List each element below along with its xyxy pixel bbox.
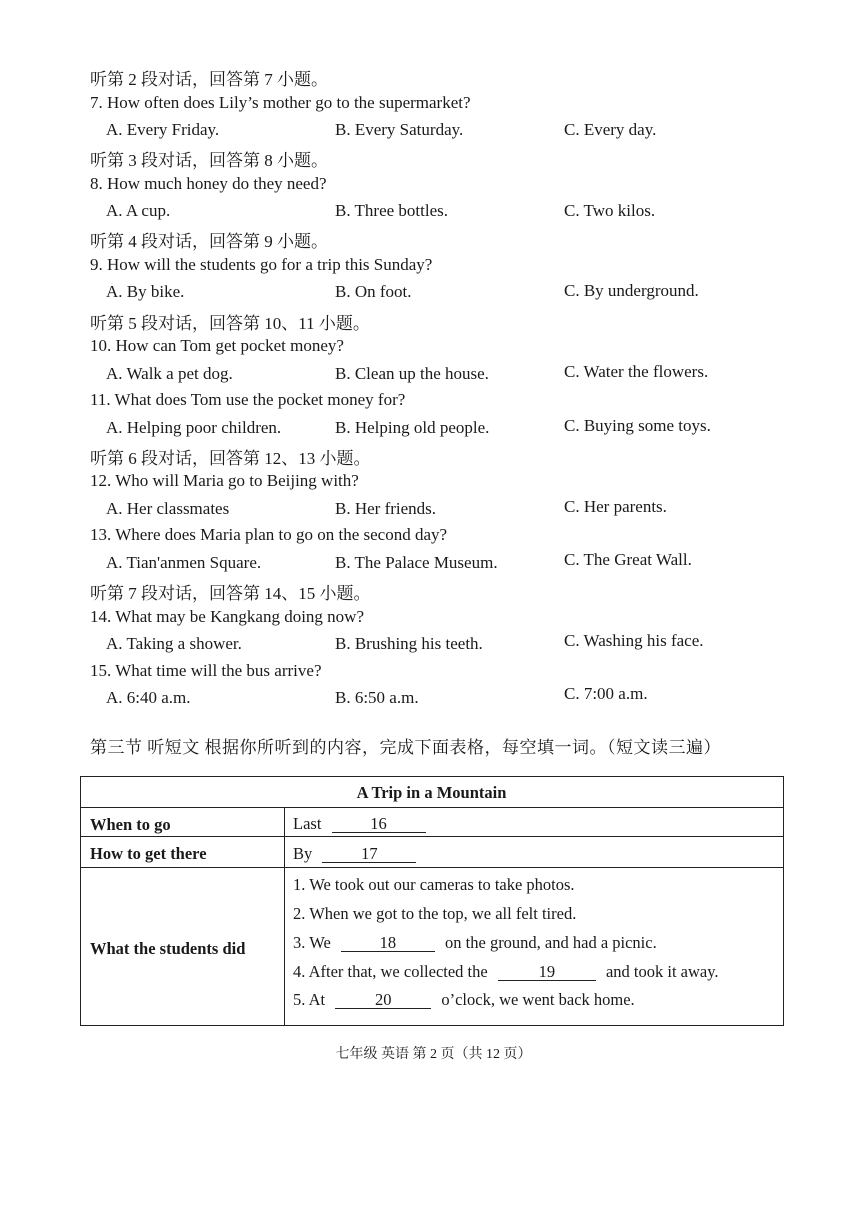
q11-option-b: B. Helping old people.	[335, 418, 490, 437]
question-11: 11. What does Tom use the pocket money for?	[90, 390, 406, 409]
q14-option-b: B. Brushing his teeth.	[335, 634, 483, 653]
activity-3-start: 3. We	[293, 933, 331, 952]
question-8: 8. How much honey do they need?	[90, 174, 327, 193]
q13-option-b: B. The Palace Museum.	[335, 553, 498, 572]
activity-4-start: 4. After that, we collected the	[293, 962, 488, 981]
q9-option-b: B. On foot.	[335, 282, 412, 301]
question-9: 9. How will the students go for a trip this Sunday?	[90, 255, 433, 274]
q10-option-a: A. Walk a pet dog.	[106, 364, 233, 383]
page-footer: 七年级 英语 第 2 页（共 12 页）	[335, 1047, 532, 1062]
table-title: A Trip in a Mountain	[356, 783, 507, 802]
q12-option-c: C. Her parents.	[564, 497, 667, 516]
question-14: 14. What may be Kangkang doing now?	[90, 607, 364, 626]
q14-option-a: A. Taking a shower.	[106, 634, 242, 653]
q7-option-b: B. Every Saturday.	[335, 120, 464, 139]
q14-option-c: C. Washing his face.	[564, 631, 704, 650]
question-13: 13. Where does Maria plan to go on the second day?	[90, 525, 448, 544]
activity-5-end: o’clock, we went back home.	[441, 990, 635, 1009]
activity-line-2: 2. When we got to the top, we all felt tired.	[293, 904, 577, 923]
q8-option-a: A. A cup.	[106, 201, 171, 220]
dialogue-3-header: 听第 3 段对话，回答第 8 小题。	[90, 151, 328, 170]
table-divider	[81, 836, 783, 837]
q12-option-a: A. Her classmates	[106, 499, 230, 518]
row-what-label: What the students did	[90, 939, 246, 958]
q15-option-c: C. 7:00 a.m.	[564, 684, 648, 703]
q7-option-c: C. Every day.	[564, 120, 657, 139]
q11-option-a: A. Helping poor children.	[106, 418, 282, 437]
q7-option-a: A. Every Friday.	[106, 120, 220, 139]
row-how-label: How to get there	[90, 844, 207, 863]
q11-option-c: C. Buying some toys.	[564, 416, 711, 435]
trip-table	[80, 776, 784, 1026]
activity-line-4	[293, 962, 719, 982]
section-3-title: 第三节 听短文 根据你所听到的内容，完成下面表格，每空填一词。（短文读三遍）	[90, 738, 721, 757]
activity-5-start: 5. At	[293, 990, 326, 1009]
blank-19: 19	[498, 964, 596, 981]
q12-option-b: B. Her friends.	[335, 499, 437, 518]
blank-20: 20	[335, 992, 431, 1009]
q10-option-c: C. Water the flowers.	[564, 362, 709, 381]
question-10: 10. How can Tom get pocket money?	[90, 336, 344, 355]
question-12: 12. Who will Maria go to Beijing with?	[90, 471, 359, 490]
dialogue-2-header: 听第 2 段对话，回答第 7 小题。	[90, 70, 328, 89]
q8-option-b: B. Three bottles.	[335, 201, 448, 220]
q8-option-c: C. Two kilos.	[564, 201, 656, 220]
activity-line-5	[293, 990, 635, 1010]
activity-4-end: and took it away.	[605, 962, 719, 981]
q15-option-a: A. 6:40 a.m.	[106, 688, 191, 707]
table-divider	[81, 807, 783, 808]
row-when-prefix: Last	[293, 814, 322, 833]
row-when-value	[293, 814, 426, 834]
row-when-label: When to go	[90, 815, 171, 834]
dialogue-4-header: 听第 4 段对话，回答第 9 小题。	[90, 232, 328, 251]
q9-option-a: A. By bike.	[106, 282, 185, 301]
question-15: 15. What time will the bus arrive?	[90, 661, 322, 680]
activity-line-3	[293, 933, 657, 953]
q15-option-b: B. 6:50 a.m.	[335, 688, 419, 707]
activity-line-1: 1. We took out our cameras to take photos.	[293, 875, 575, 894]
blank-17: 17	[322, 846, 416, 863]
question-7: 7. How often does Lily’s mother go to the supermarket?	[90, 93, 471, 112]
table-divider	[81, 867, 783, 868]
q10-option-b: B. Clean up the house.	[335, 364, 489, 383]
table-column-divider	[284, 807, 285, 1025]
blank-16: 16	[332, 816, 426, 833]
dialogue-5-header: 听第 5 段对话，回答第 10、11 小题。	[90, 314, 370, 333]
row-how-prefix: By	[293, 844, 313, 863]
dialogue-7-header: 听第 7 段对话，回答第 14、15 小题。	[90, 584, 371, 603]
activity-3-end: on the ground, and had a picnic.	[445, 933, 657, 952]
blank-18: 18	[341, 935, 435, 952]
q13-option-a: A. Tian'anmen Square.	[106, 553, 262, 572]
q13-option-c: C. The Great Wall.	[564, 550, 692, 569]
q9-option-c: C. By underground.	[564, 281, 699, 300]
dialogue-6-header: 听第 6 段对话，回答第 12、13 小题。	[90, 449, 371, 468]
row-how-value	[293, 844, 416, 864]
